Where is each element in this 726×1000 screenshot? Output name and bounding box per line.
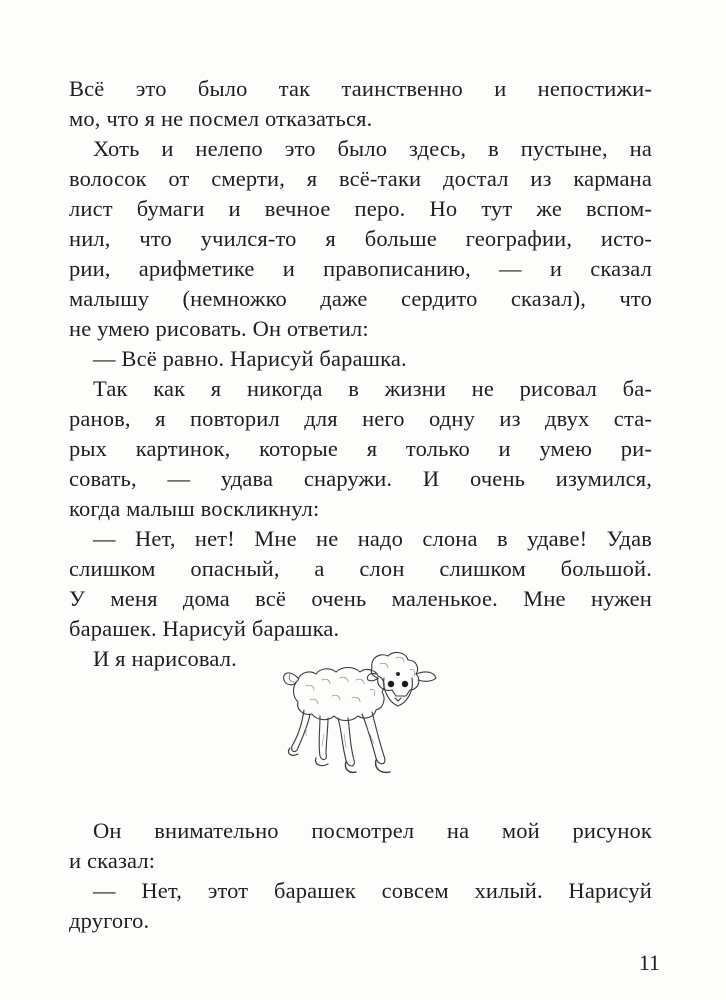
text-line: рых картинок, которые я только и умею ри- bbox=[69, 436, 652, 461]
page-number: 11 bbox=[638, 950, 660, 975]
text-block-bottom bbox=[69, 816, 652, 936]
text-line: — Нет, нет! Мне не надо слона в удаве! Удав bbox=[93, 526, 652, 551]
text-line: слишком опасный, а слон слишком большой. bbox=[69, 556, 652, 581]
text-line: волосок от смерти, я всё-таки достал из кармана bbox=[69, 166, 652, 191]
text-line: — Нет, этот барашек совсем хилый. Нарисуй bbox=[93, 878, 652, 903]
text-line: когда малыш воскликнул: bbox=[69, 496, 320, 521]
text-line: Он внимательно посмотрел на мой рисунок bbox=[93, 818, 652, 843]
text-line: рии, арифметике и правописанию, — и сказал bbox=[69, 256, 652, 281]
text-line: другого. bbox=[69, 908, 150, 933]
text-line: барашек. Нарисуй барашка. bbox=[69, 616, 340, 641]
sheep-drawing bbox=[276, 650, 448, 796]
text-line: ранов, я повторил для него одну из двух ста- bbox=[69, 406, 652, 431]
text-line: совать, — удава снаружи. И очень изумился, bbox=[69, 466, 652, 491]
text-line: — Всё равно. Нарисуй барашка. bbox=[93, 346, 407, 371]
text-line: Так как я никогда в жизни не рисовал ба- bbox=[93, 376, 652, 401]
text-line: лист бумаги и вечное перо. Но тут же вспом- bbox=[69, 196, 652, 221]
text-line: малышу (немножко даже сердито сказал), что bbox=[69, 286, 652, 311]
text-line: мо, что я не посмел отказаться. bbox=[69, 106, 373, 131]
text-line: У меня дома всё очень маленькое. Мне нужен bbox=[69, 586, 652, 611]
text-line: и сказал: bbox=[69, 848, 156, 873]
text-line: Хоть и нелепо это было здесь, в пустыне, на bbox=[93, 136, 652, 161]
text-line: Всё это было так таинственно и непостижи- bbox=[69, 76, 652, 101]
text-line: И я нарисовал. bbox=[93, 646, 237, 671]
text-line: не умею рисовать. Он ответил: bbox=[69, 316, 369, 341]
text-block-top bbox=[69, 74, 652, 674]
text-line: нил, что учился-то я больше географии, исто- bbox=[69, 226, 652, 251]
